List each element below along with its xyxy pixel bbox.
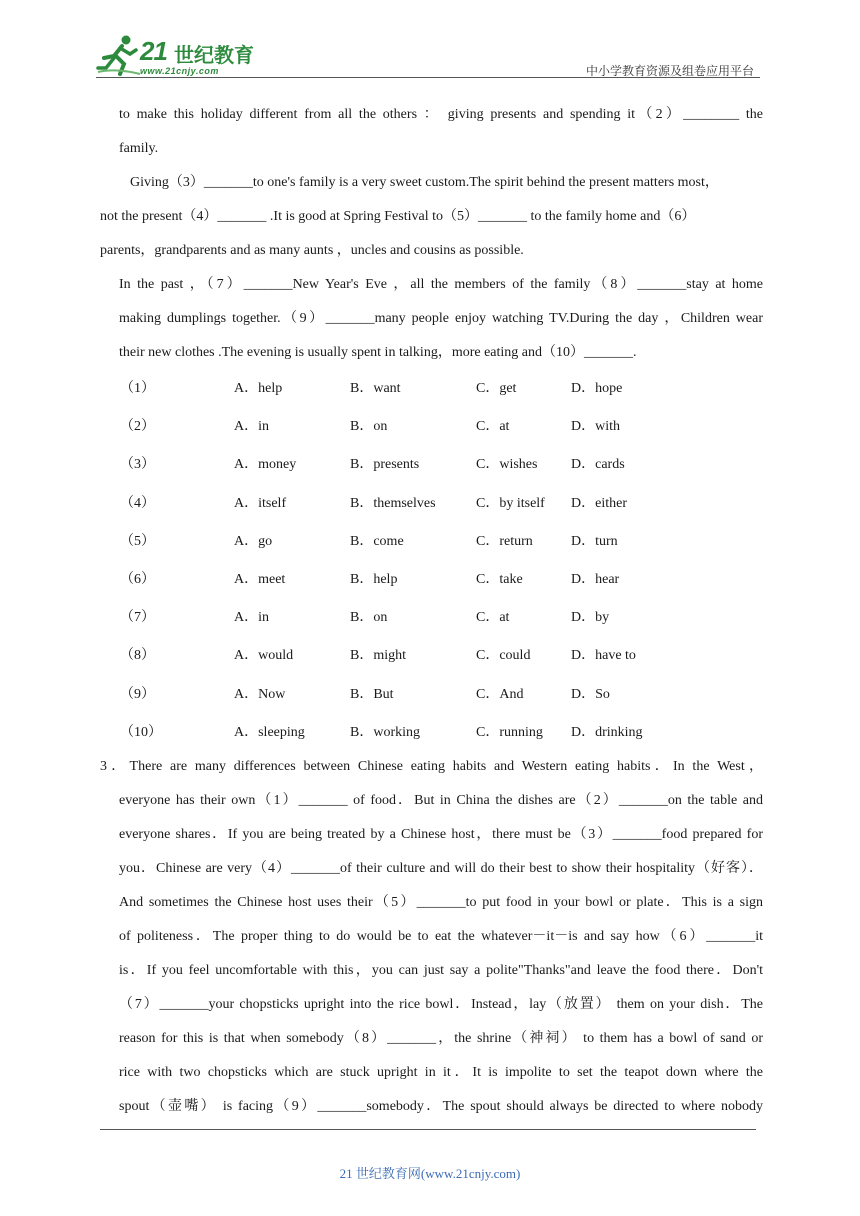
option-c[interactable]: C．And bbox=[476, 686, 524, 702]
passage-line: Giving（3）_______to one's family is a very sweet custom.The spirit behind the present matters most， bbox=[130, 175, 719, 190]
option-a[interactable]: A．in bbox=[234, 610, 269, 626]
footer-link[interactable]: 21 世纪教育网(www.21cnjy.com) bbox=[339, 1166, 521, 1181]
question-number: （10） bbox=[120, 724, 162, 740]
option-d[interactable]: D．with bbox=[571, 419, 620, 435]
option-row bbox=[120, 370, 680, 408]
option-b[interactable]: B．want bbox=[350, 381, 401, 396]
passage-line: family. bbox=[119, 141, 159, 156]
passage-line: to make this holiday different from all the others ： giving presents and spending it（2）________ the bbox=[119, 107, 763, 122]
option-d[interactable]: D．by bbox=[571, 610, 610, 626]
passage-line: their new clothes .The evening is usually spent in talking，more eating and（10）_______. bbox=[119, 345, 637, 360]
passage-line: reason for this is that when somebody（8）_______，the shrine（神祠） to them has a bowl of sand or bbox=[119, 1031, 763, 1046]
passage-line: everyone shares．If you are being treated by a Chinese host，there must be（3）_______food prepared for bbox=[119, 827, 763, 842]
option-c[interactable]: C．could bbox=[476, 648, 531, 664]
option-d[interactable]: D．cards bbox=[571, 457, 625, 473]
option-b[interactable]: B．might bbox=[350, 648, 407, 664]
question-number: （2） bbox=[120, 419, 155, 435]
option-b[interactable]: B．themselves bbox=[350, 495, 436, 511]
option-c[interactable]: C．by itself bbox=[476, 495, 545, 511]
question-number: （6） bbox=[120, 571, 155, 587]
option-a[interactable]: A．itself bbox=[234, 495, 287, 511]
option-c[interactable]: C．return bbox=[476, 533, 533, 549]
passage-line: In the past ，（7）_______New Year's Eve ，all the members of the family（8）_______stay at home bbox=[119, 277, 763, 292]
question-number: （8） bbox=[120, 648, 155, 664]
option-row bbox=[120, 676, 680, 714]
option-row bbox=[120, 408, 680, 446]
option-a[interactable]: A．help bbox=[234, 381, 283, 396]
option-a[interactable]: A．sleeping bbox=[234, 724, 305, 740]
option-a[interactable]: A．meet bbox=[234, 571, 286, 587]
option-d[interactable]: D．drinking bbox=[571, 724, 643, 740]
footer-divider bbox=[100, 1129, 756, 1130]
option-row bbox=[120, 561, 680, 599]
option-a[interactable]: A．Now bbox=[234, 686, 286, 702]
option-b[interactable]: B．come bbox=[350, 533, 404, 549]
option-c[interactable]: C．get bbox=[476, 381, 517, 396]
option-row bbox=[120, 485, 680, 523]
option-row bbox=[120, 637, 680, 675]
passage-line: making dumplings together.（9）_______many people enjoy watching TV.During the day ，Children wear bbox=[119, 311, 763, 326]
logo-number: 21 bbox=[140, 36, 167, 66]
question-number: （4） bbox=[120, 495, 155, 511]
option-a[interactable]: A．would bbox=[234, 648, 294, 664]
option-d[interactable]: D．either bbox=[571, 495, 627, 511]
option-c[interactable]: C．wishes bbox=[476, 457, 538, 473]
passage-3 bbox=[100, 750, 763, 1124]
option-b[interactable]: B．on bbox=[350, 610, 388, 626]
option-d[interactable]: D．have to bbox=[571, 648, 636, 664]
option-a[interactable]: A．go bbox=[234, 533, 273, 549]
passage-line: parents，grandparents and as many aunts ，uncles and cousins as possible. bbox=[100, 243, 524, 258]
option-row bbox=[120, 446, 680, 484]
passage-line: 3．There are many differences between Chinese eating habits and Western eating habits．In the West， bbox=[100, 759, 763, 774]
logo-chinese: 世纪教育 bbox=[174, 43, 254, 67]
passage-line: you．Chinese are very（4）_______of their culture and will do their best to show their hospitality（好客）． bbox=[119, 861, 763, 876]
passage-line: not the present（4）_______ .It is good at Spring Festival to（5）_______ to the family home and（6） bbox=[100, 209, 696, 224]
question-number: （9） bbox=[120, 686, 155, 702]
question-number: （7） bbox=[120, 610, 155, 626]
answer-options bbox=[120, 370, 680, 752]
question-number: （5） bbox=[120, 533, 155, 549]
option-d[interactable]: D．turn bbox=[571, 533, 618, 549]
option-c[interactable]: C．take bbox=[476, 571, 523, 587]
passage-line: spout（壶嘴） is facing（9）_______somebody．The spout should always be directed to where nobody bbox=[119, 1099, 763, 1114]
option-b[interactable]: B．But bbox=[350, 686, 394, 702]
passage-line: rice with two chopsticks which are stuck upright in it．It is impolite to set the teapot down where the bbox=[119, 1065, 763, 1080]
passage-line: （7）_______your chopsticks upright into the rice bowl．Instead，lay（放置） them on your dish．The bbox=[119, 997, 763, 1012]
passage-line: And sometimes the Chinese host uses their（5）_______to put food in your bowl or plate．This is a sign bbox=[119, 895, 763, 910]
question-number: （1） bbox=[120, 381, 155, 396]
option-b[interactable]: B．on bbox=[350, 419, 388, 435]
option-d[interactable]: D．hear bbox=[571, 571, 620, 587]
passage-2 bbox=[100, 98, 763, 370]
runner-icon bbox=[96, 32, 142, 78]
option-b[interactable]: B．presents bbox=[350, 457, 420, 473]
passage-line: of politeness．The proper thing to do would be to eat the whatever－it－is and say how（6）_______it bbox=[119, 929, 763, 944]
platform-title: 中小学教育资源及组卷应用平台 bbox=[585, 64, 754, 78]
passage-line: is．If you feel uncomfortable with this，you can just say a polite"Thanks"and leave the food there．Don't bbox=[119, 963, 763, 978]
option-a[interactable]: A．money bbox=[234, 457, 297, 473]
header-divider bbox=[96, 77, 760, 78]
passage-line: everyone has their own（1）_______ of food．But in China the dishes are（2）_______on the table and bbox=[119, 793, 763, 808]
option-row bbox=[120, 523, 680, 561]
option-c[interactable]: C．at bbox=[476, 419, 510, 435]
option-d[interactable]: D．So bbox=[571, 686, 610, 702]
logo-url: www.21cnjy.com bbox=[140, 66, 219, 76]
option-c[interactable]: C．at bbox=[476, 610, 510, 626]
question-number: （3） bbox=[120, 457, 155, 473]
option-row bbox=[120, 714, 680, 752]
page-header bbox=[96, 30, 758, 82]
option-row bbox=[120, 599, 680, 637]
site-logo bbox=[96, 30, 266, 80]
option-b[interactable]: B．working bbox=[350, 724, 420, 740]
option-a[interactable]: A．in bbox=[234, 419, 269, 435]
option-c[interactable]: C．running bbox=[476, 724, 543, 740]
option-b[interactable]: B．help bbox=[350, 571, 398, 587]
option-d[interactable]: D．hope bbox=[571, 381, 623, 396]
